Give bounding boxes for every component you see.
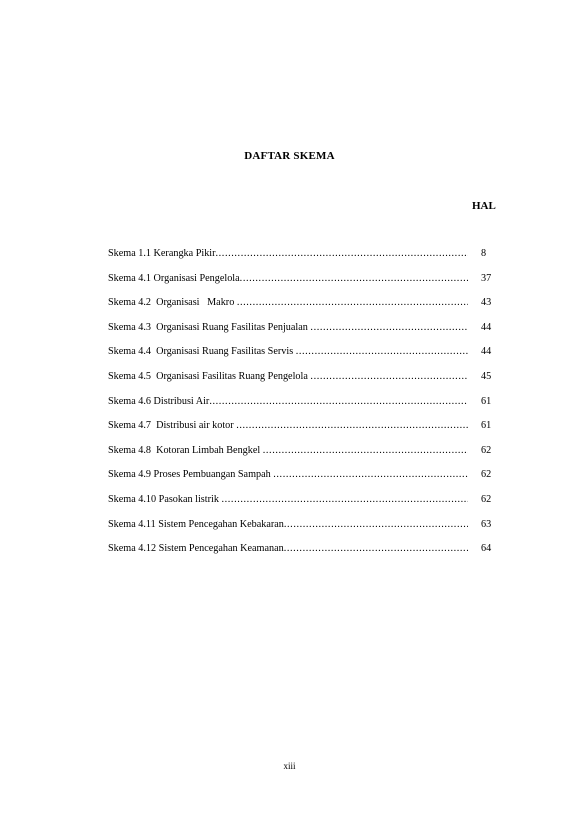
toc-entry-page: 62 (481, 444, 492, 456)
toc-entry (108, 419, 508, 444)
toc-entry-page: 63 (481, 518, 492, 530)
toc-entry-label: Skema 4.6 Distribusi Air (108, 395, 210, 407)
toc-entry-page: 44 (481, 346, 492, 358)
leader-dots (273, 468, 468, 481)
toc-entry (108, 542, 508, 567)
leader-dots (310, 321, 468, 334)
leader-dots (310, 370, 468, 383)
toc-entry (108, 444, 508, 469)
toc-entry-label: Skema 4.1 Organisasi Pengelola (108, 272, 240, 284)
toc-entry-page: 64 (481, 543, 492, 555)
toc-entry-label: Skema 4.2 Organisasi Makro (108, 297, 237, 309)
page-number-footer: xiii (283, 761, 296, 771)
toc-entry-label: Skema 4.4 Organisasi Ruang Fasilitas Servis (108, 346, 296, 358)
toc-entry (108, 518, 508, 543)
leader-dots (237, 296, 468, 309)
schema-list (108, 247, 508, 567)
toc-entry (108, 247, 508, 272)
page-title: DAFTAR SKEMA (244, 150, 335, 162)
leader-dots (209, 395, 468, 408)
toc-entry-page: 8 (481, 248, 487, 259)
toc-entry-label: Skema 4.5 Organisasi Fasilitas Ruang Pengelola (108, 370, 311, 382)
toc-entry-page: 43 (481, 297, 492, 309)
toc-entry-page: 44 (481, 321, 492, 333)
leader-dots (284, 518, 468, 531)
toc-entry (108, 493, 508, 518)
leader-dots (216, 247, 468, 260)
toc-entry (108, 296, 508, 321)
leader-dots (284, 542, 468, 555)
toc-entry (108, 468, 508, 493)
toc-entry-label: Skema 4.10 Pasokan listrik (108, 493, 222, 505)
toc-entry-label: Skema 1.1 Kerangka Pikir (108, 248, 216, 259)
leader-dots (263, 444, 468, 457)
toc-entry-page: 62 (481, 469, 492, 481)
toc-entry-page: 37 (481, 272, 492, 284)
toc-entry (108, 272, 508, 297)
toc-entry-label: Skema 4.11 Sistem Pencegahan Kebakaran (108, 518, 284, 530)
toc-entry-label: Skema 4.9 Proses Pembuangan Sampah (108, 469, 274, 481)
toc-entry (108, 321, 508, 346)
toc-entry (108, 395, 508, 420)
toc-entry-label: Skema 4.12 Sistem Pencegahan Keamanan (108, 543, 284, 555)
toc-entry-label: Skema 4.3 Organisasi Ruang Fasilitas Penjualan (108, 321, 311, 333)
page-column-header: HAL (472, 200, 496, 212)
toc-entry-label: Skema 4.7 Distribusi air kotor (108, 420, 237, 432)
toc-entry-label: Skema 4.8 Kotoran Limbah Bengkel (108, 444, 263, 456)
leader-dots (221, 493, 468, 506)
toc-entry-page: 62 (481, 493, 492, 505)
toc-entry-page: 61 (481, 420, 492, 432)
toc-entry (108, 345, 508, 370)
leader-dots (240, 272, 468, 285)
toc-entry-page: 61 (481, 395, 492, 407)
leader-dots (236, 419, 468, 432)
leader-dots (296, 345, 468, 358)
toc-entry-page: 45 (481, 370, 492, 382)
toc-entry (108, 370, 508, 395)
